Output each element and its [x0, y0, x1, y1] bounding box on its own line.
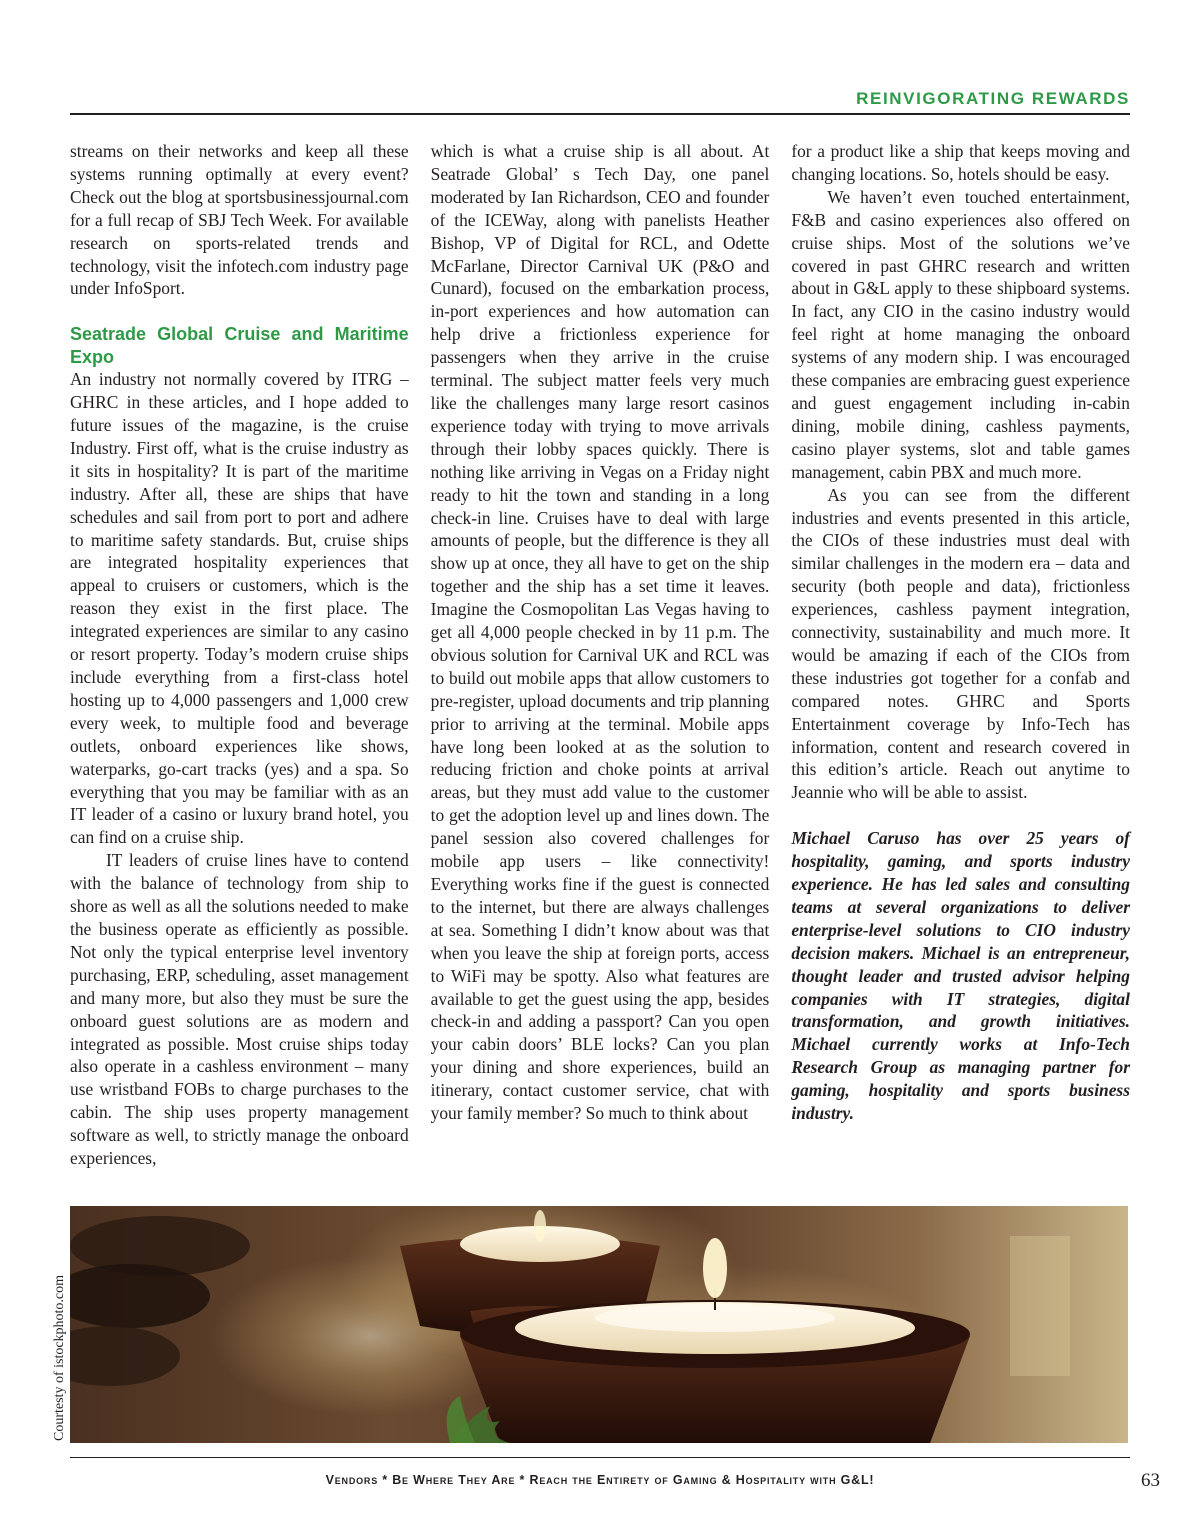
- page-number: 63: [1141, 1470, 1160, 1491]
- author-bio: Michael Caruso has over 25 years of hospitality, gaming, and sports industry experience. He has led sales and consulting teams at several organizations to deliver enterprise-level solutions to CIO industry decision makers. Michael is an entrepreneur, thought leader and trusted advisor helping companies with IT strategies, digital transformation, and growth initiatives. Michael currently works at Info-Tech Research Group as managing partner for gaming, hospitality and sports business industry.: [791, 828, 1130, 1124]
- footer-tagline: Vendors * Be Where They Are * Reach the Entirety of Gaming & Hospitality with G&L!: [325, 1473, 875, 1487]
- article-paragraph: IT leaders of cruise lines have to contend with the balance of technology from ship to shore as well as all the solutions needed to make the business operate as efficiently as possible. Not only the typical enterprise level inventory purchasing, ERP, scheduling, asset management and many more, but also they must be sure the onboard guest solutions are as modern and integrated as possible. Most cruise ships today also operate in a cashless environment – many use wristband FOBs to charge purchases to the cabin. The ship uses property management software as well, to strictly manage the onboard experiences,: [70, 850, 409, 1169]
- article-paragraph: for a product like a ship that keeps moving and changing locations. So, hotels should be easy.: [791, 141, 1130, 184]
- article-paragraph: which is what a cruise ship is all about. At Seatrade Global’ s Tech Day, one panel moderated by Ian Richardson, CEO and founder of the ICEWay, along with panelists Heather Bishop, VP of Digital for RCL, and Odette McFarlane, Director Carnival UK (P&O and Cunard), focused on the embarkation process, in-port experiences and how automation can help drive a frictionless experience for passengers when they arrive in the cruise terminal. The subject matter feels very much like the challenges many large resort casinos experience today with trying to move arrivals through their lobby spaces quickly. There is nothing like arriving in Vegas on a Friday night ready to hit the town and standing in a long check-in line. Cruises have to deal with large amounts of people, but the difference is they all show up at once, they all have to get on the ship together and the ship has a set time it leaves. Imagine the Cosmopolitan Las Vegas having to get all 4,000 people checked in by 11 p.m. The obvious solution for Carnival UK and RCL was to build out mobile apps that allow customers to pre-register, upload documents and trip planning prior to arriving at the terminal. Mobile apps have long been looked at as the solution to reducing friction and choke points at arrival areas, but they must add value to the customer to get the adoption level up and lines down. The panel session also covered challenges for mobile app users – like connectivity! Everything works fine if the guest is connected to the internet, but there are always challenges at sea. Something I didn’t know about was that when you leave the ship at foreign ports, access to WiFi may be spotty. Also what features are available to get the guest using the app, besides check-in and adding a passport? Can you open your cabin doors’ BLE locks? Can you plan your dining and shore experiences, build an itinerary, contact customer service, chat with your family member? So much to think about: [430, 141, 770, 1124]
- footer-rule: [70, 1457, 1130, 1458]
- article-paragraph: We haven’t even touched entertainment, F&B and casino experiences also offered on cruise ships. Most of the solutions we’ve covered in past GHRC research and written about in G&L apply to these shipboard systems. In fact, any CIO in the casino industry would feel right at home managing the onboard systems of any modern ship. I was encouraged these companies are embracing guest experience and guest engagement including in-cabin dining, mobile dining, cashless payments, casino player systems, slot and table games management, cabin PBX and much more.: [791, 186, 1130, 482]
- header-rule: [70, 113, 1130, 115]
- candles-photo: [70, 1206, 1128, 1443]
- article-subhead: Seatrade Global Cruise and Maritime Expo: [70, 324, 409, 367]
- article-paragraph: As you can see from the different industries and events presented in this article, the CIOs of these industries must deal with similar challenges in the modern era – data and security (both people and data), frictionless experiences, cashless payment integration, connectivity, sustainability and much more. It would be amazing if each of the CIOs from these industries got together for a confab and compared notes. GHRC and Sports Entertainment coverage by Info-Tech has information, content and research covered in this edition’s article. Reach out anytime to Jeannie who will be able to assist.: [791, 484, 1130, 803]
- article-paragraph: streams on their networks and keep all these systems running optimally at every event? Check out the blog at sportsbusinessjournal.com for a full recap of SBJ Tech Week. For available research on sports-related trends and technology, visit the infotech.com industry page under InfoSport.: [70, 141, 409, 299]
- section-label: REINVIGORATING REWARDS: [856, 89, 1130, 108]
- article-body: [70, 140, 1130, 1180]
- article-paragraph: An industry not normally covered by ITRG – GHRC in these articles, and I hope added to future issues of the magazine, is the cruise Industry. First off, what is the cruise industry as it sits in hospitality? It is part of the maritime industry. After all, these are ships that have schedules and sail from port to port and adhere to maritime safety standards. But, cruise ships are integrated hospitality experiences that appeal to cruisers or customers, which is the reason they exist in the first place. The integrated experiences are similar to any casino or resort property. Today’s modern cruise ships include everything from a first-class hotel hosting up to 4,000 passengers and 1,000 crew every week, to multiple food and beverage outlets, onboard experiences like shows, waterparks, go-cart tracks (yes) and a spa. So everything that you may be familiar with as an IT leader of a casino or luxury brand hotel, you can find on a cruise ship.: [70, 369, 409, 848]
- photo-credit: Courtesty of istockphoto.com: [52, 1274, 67, 1441]
